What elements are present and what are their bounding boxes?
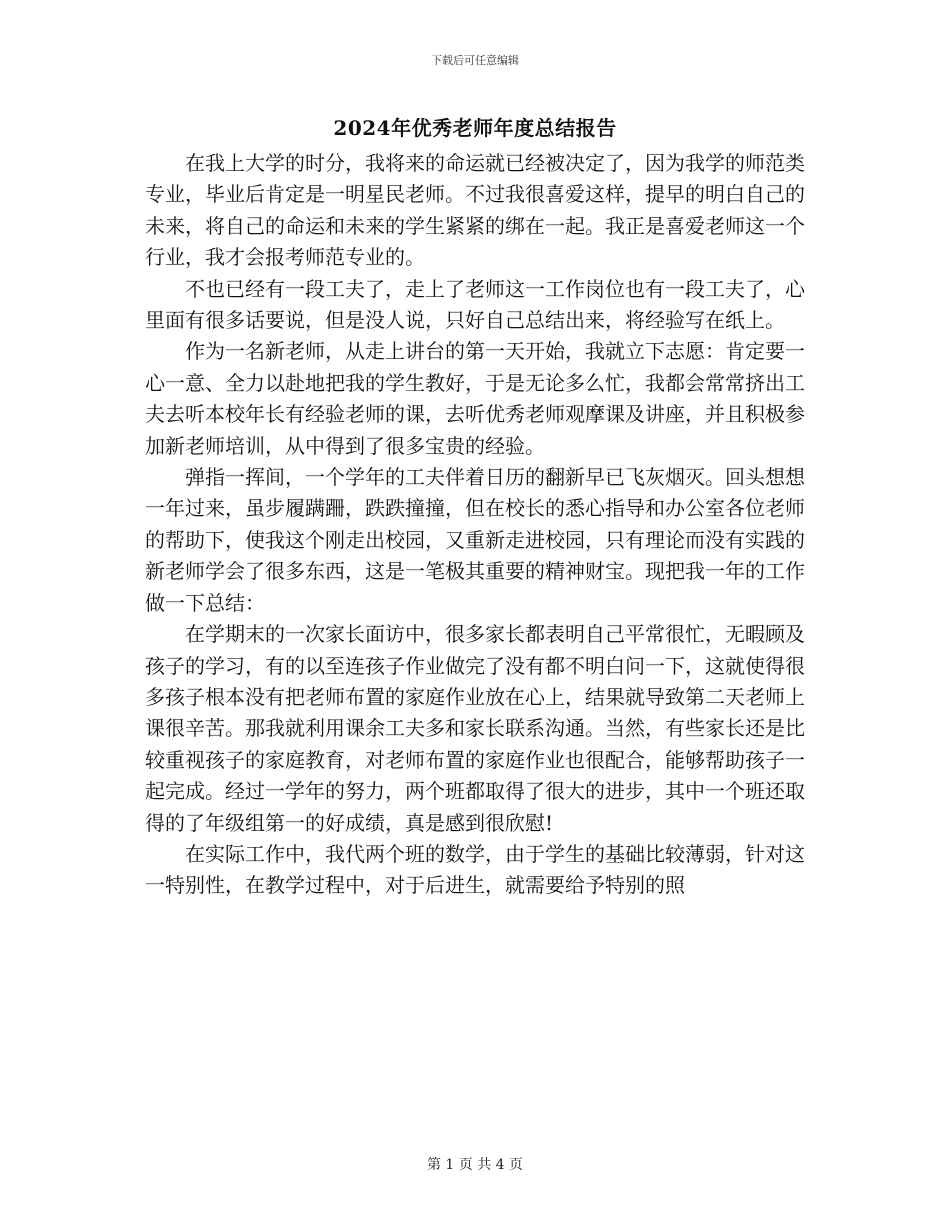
paragraph: 作为一名新老师，从走上讲台的第一天开始，我就立下志愿：肯定要一心一意、全力以赴地把我的学生教好，于是无论多么忙，我都会常常挤出工夫去听本校年长有经验老师的课，去听优秀老师观摩课及讲座，并且积极参加新老师培训，从中得到了很多宝贵的经验。 — [145, 339, 805, 458]
paragraph: 在我上大学的时分，我将来的命运就已经被决定了，因为我学的师范类专业，毕业后肯定是一明星民老师。不过我很喜爱这样，提早的明白自己的未来，将自己的命运和未来的学生紧紧的绑在一起。我正是喜爱老师这一个行业，我才会报考师范专业的。 — [145, 151, 805, 270]
paragraph: 在学期末的一次家长面访中，很多家长都表明自己平常很忙，无暇顾及孩子的学习，有的以至连孩子作业做完了没有都不明白问一下，这就使得很多孩子根本没有把老师布置的家庭作业放在心上，结果就导致第二天老师上课很辛苦。那我就利用课余工夫多和家长联系沟通。当然，有些家长还是比较重视孩子的家庭教育，对老师布置的家庭作业也很配合，能够帮助孩子一起完成。经过一学年的努力，两个班都取得了很大的进步，其中一个班还取得的了年级组第一的好成绩，真是感到很欣慰! — [145, 622, 805, 835]
paragraph: 不也已经有一段工夫了，走上了老师这一工作岗位也有一段工夫了，心里面有很多话要说，但是没人说，只好自己总结出来，将经验写在纸上。 — [145, 276, 805, 333]
document-title: 2024年优秀老师年度总结报告 — [333, 116, 617, 140]
document-body — [145, 148, 805, 902]
page-number: 第 1 页 共 4 页 — [426, 1157, 524, 1173]
paragraph: 在实际工作中，我代两个班的数学，由于学生的基础比较薄弱，针对这一特别性，在教学过程中，对于后进生，就需要给予特别的照 — [145, 841, 805, 898]
page-header: 下载后可任意编辑 — [431, 54, 519, 67]
paragraph: 弹指一挥间，一个学年的工夫伴着日历的翻新早已飞灰烟灭。回头想想一年过来，虽步履蹒跚，跌跌撞撞，但在校长的悉心指导和办公室各位老师的帮助下，使我这个刚走出校园，又重新走进校园，只有理论而没有实践的新老师学会了很多东西，这是一笔极其重要的精神财宝。现把我一年的工作做一下总结： — [145, 465, 805, 615]
